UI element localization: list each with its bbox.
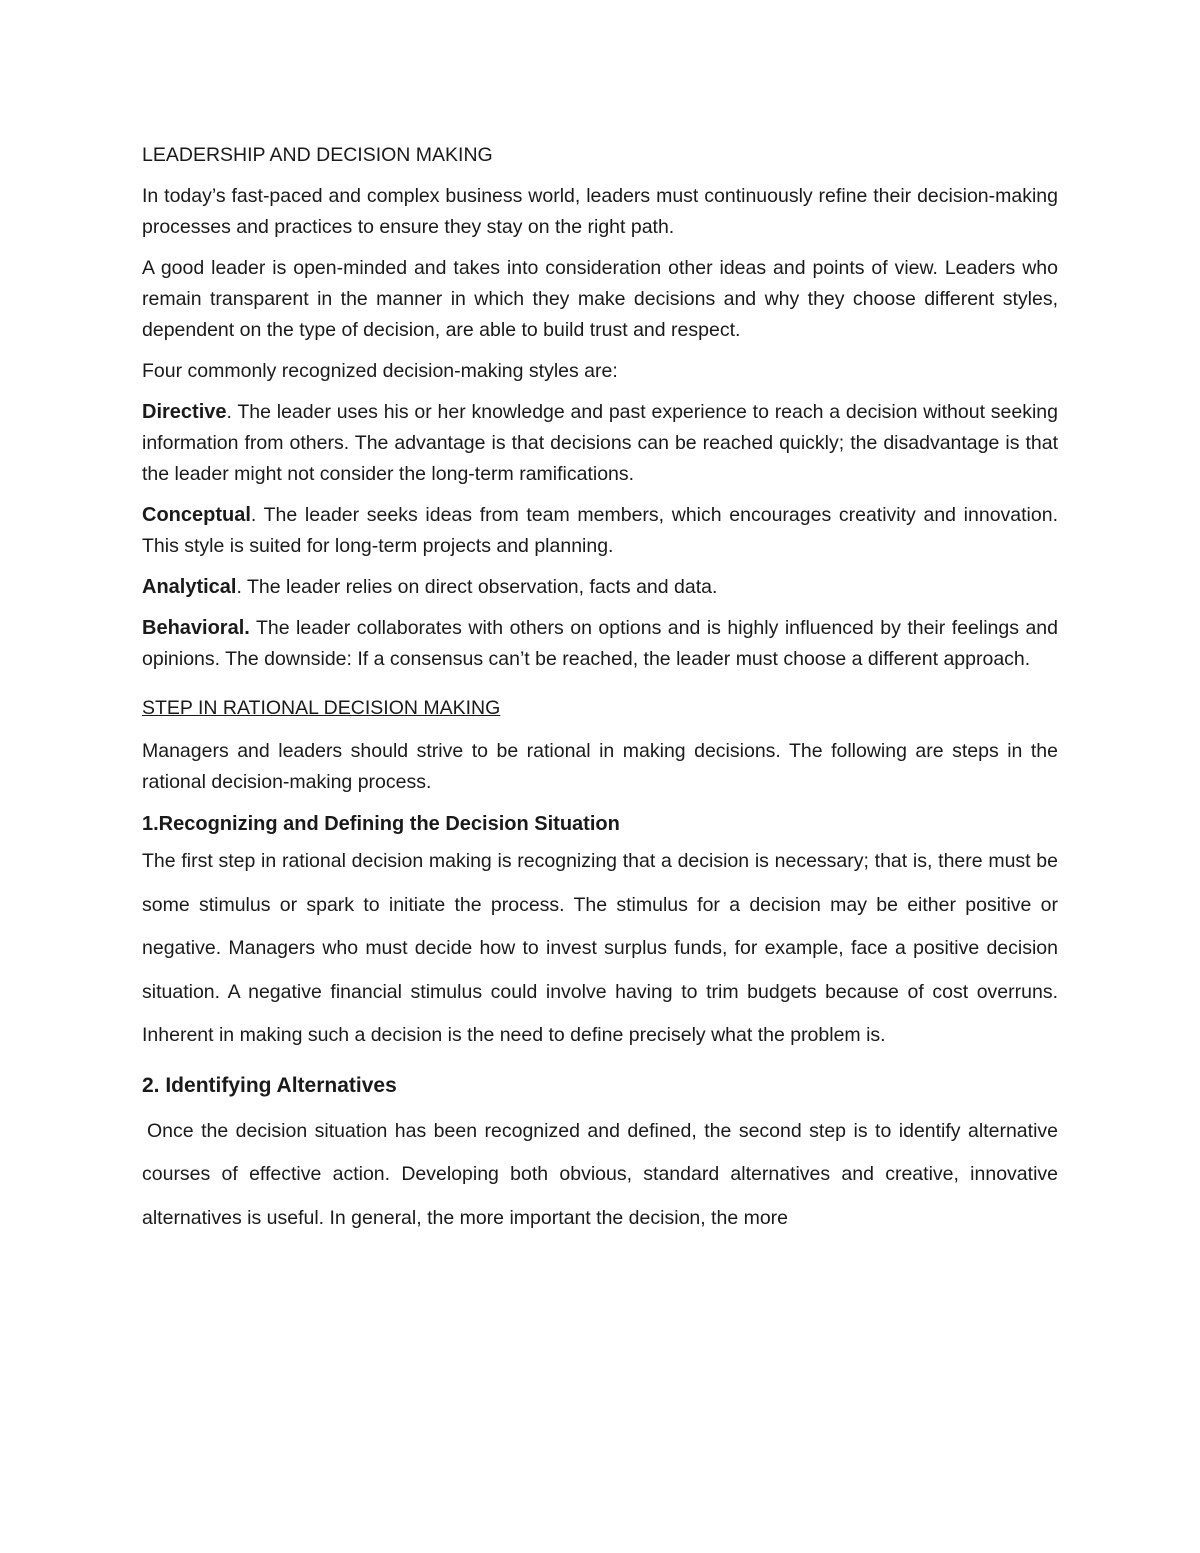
section-intro: Managers and leaders should strive to be rational in making decisions. The following are steps in the rational decision-making process. [142, 740, 1058, 793]
style-directive [142, 397, 1058, 490]
style-description: . The leader relies on direct observation, facts and data. [236, 576, 718, 598]
step-2-heading: 2. Identifying Alternatives [142, 1073, 397, 1097]
step-2-text: Once the decision situation has been recognized and defined, the second step is to identify alternative courses of effective action. Developing both obvious, standard alternatives and creative, innovative alternatives is useful. In general, the more important the decision, the more [142, 1119, 1058, 1229]
intro-paragraph-3: Four commonly recognized decision-making styles are: [142, 360, 618, 382]
step-1-heading: 1.Recognizing and Defining the Decision Situation [142, 813, 620, 835]
style-analytical [142, 572, 1058, 603]
style-conceptual [142, 500, 1058, 562]
style-description: The leader collaborates with others on options and is highly influenced by their feelings and opinions. The downside: If a consensus can’t be reached, the leader must choose a different approach. [142, 617, 1058, 670]
document-title: LEADERSHIP AND DECISION MAKING [142, 144, 493, 166]
style-behavioral [142, 613, 1058, 675]
document-page [142, 140, 1058, 1240]
step-1-text: The first step in rational decision making is recognizing that a decision is necessary; that is, there must be some stimulus or spark to initiate the process. The stimulus for a decision may be either positive or negative. Managers who must decide how to invest surplus funds, for example, face a positive decision situation. A negative financial stimulus could involve having to trim budgets because of cost overruns. Inherent in making such a decision is the need to define precisely what the problem is. [142, 850, 1058, 1046]
intro-paragraph-2: A good leader is open-minded and takes into consideration other ideas and points of view. Leaders who remain transparent in the manner in which they make decisions and why they choose different styles, dependent on the type of decision, are able to build trust and respect. [142, 257, 1058, 341]
style-description: . The leader seeks ideas from team members, which encourages creativity and innovation. This style is suited for long-term projects and planning. [142, 504, 1058, 557]
style-term: Analytical [142, 576, 237, 598]
style-term: Behavioral. [142, 617, 250, 639]
intro-paragraph-1: In today’s fast-paced and complex business world, leaders must continuously refine their decision-making processes and practices to ensure they stay on the right path. [142, 185, 1058, 238]
section-heading: STEP IN RATIONAL DECISION MAKING [142, 697, 501, 719]
style-term: Directive [142, 401, 227, 423]
style-description: . The leader uses his or her knowledge and past experience to reach a decision without seeking information from others. The advantage is that decisions can be reached quickly; the disadvantage is that the leader might not consider the long-term ramifications. [142, 401, 1058, 485]
style-term: Conceptual [142, 504, 251, 526]
